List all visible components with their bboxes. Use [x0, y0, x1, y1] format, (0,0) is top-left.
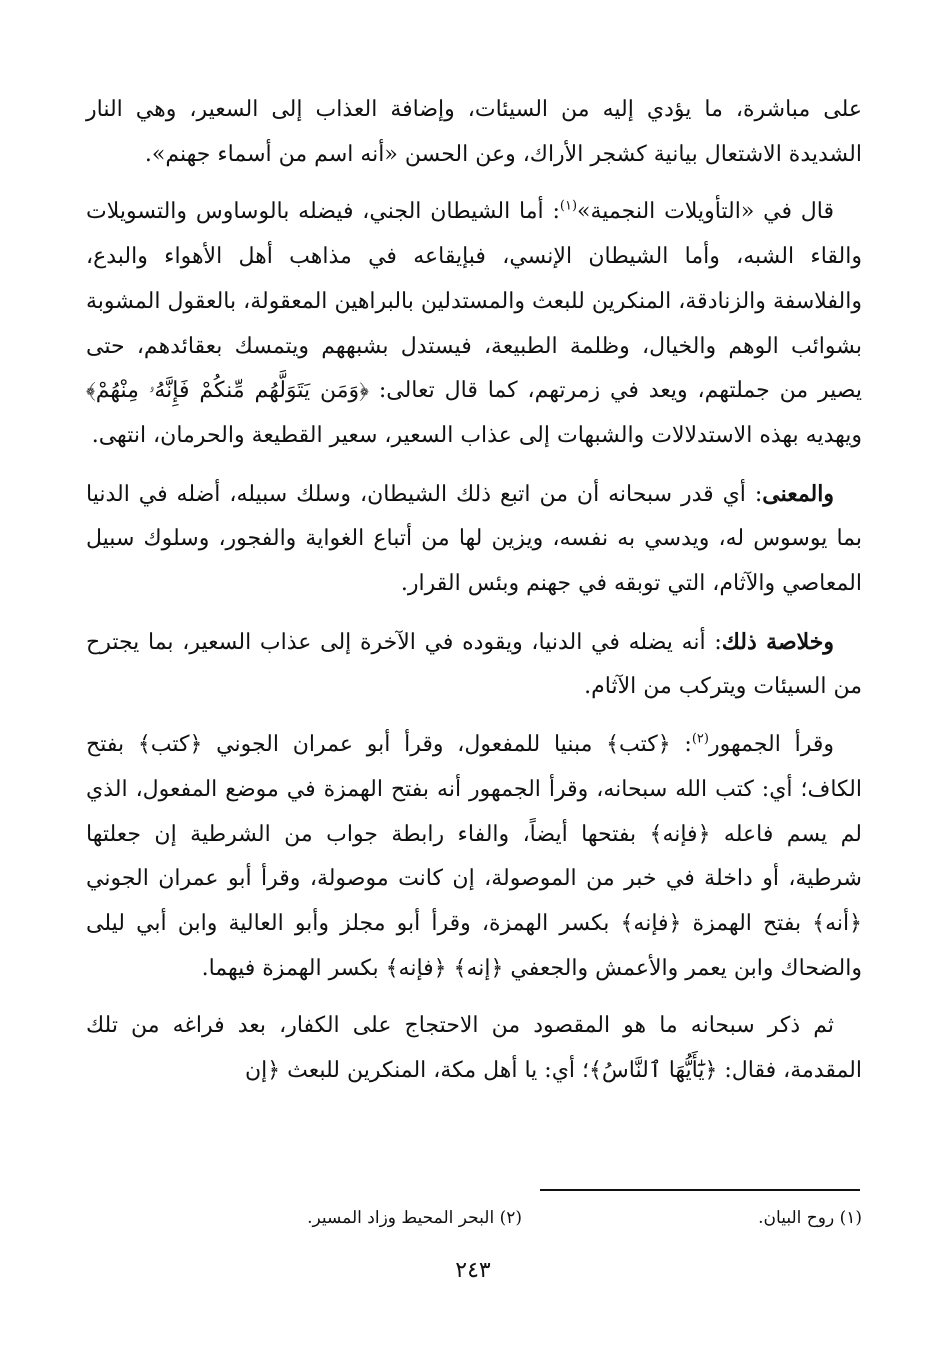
paragraph-heading: وخلاصة ذلك	[721, 628, 834, 655]
paragraph-5	[86, 723, 862, 991]
footnote-2: (٢) البحر المحيط وزاد المسير.	[307, 1208, 522, 1228]
footnote-marker-1: (١)	[559, 199, 578, 215]
paragraph-3	[86, 472, 862, 607]
main-text	[86, 88, 862, 1107]
paragraph-2	[86, 190, 862, 458]
paragraph-text: : ﴿كتب﴾ مبنيا للمفعول، وقرأ أبو عمران الجوني ﴿كتب﴾ بفتح الكاف؛ أي: كتب الله سبحانه، وقرأ الجمهور أنه بفتح الهمزة في موضع المفعول، الذي لم يسم فاعله ﴿فإنه﴾ بفتحها أيضاً، والفاء رابطة جواب من الشرطية إن جعلتها شرطية، أو داخلة في خبر من الموصولة، إن كانت موصولة، وقرأ أبو عمران الجوني ﴿أنه﴾ بفتح الهمزة ﴿فإنه﴾ بكسر الهمزة، وقرأ أبو مجلز وأبو العالية وابن أبي ليلى والضحاك وابن يعمر والأعمش والجعفي ﴿إنه﴾ ﴿فإنه﴾ بكسر الهمزة فيهما.	[86, 732, 862, 981]
footnote-marker-2: (٢)	[691, 731, 709, 747]
paragraph-text: ثم ذكر سبحانه ما هو المقصود من الاحتجاج على الكفار، بعد فراغه من تلك المقدمة، فقال: ﴿يَٰٓأَيُّهَا ٱلنَّاسُ﴾؛ أي: يا أهل مكة، المنكرين للبعث ﴿إن	[86, 1013, 862, 1084]
paragraph-heading: والمعنى	[762, 480, 834, 507]
paragraph-4	[86, 620, 862, 710]
footnote-divider	[540, 1189, 860, 1191]
paragraph-lead-text: وقرأ الجمهور	[708, 732, 834, 758]
paragraph-text: : أما الشيطان الجني، فيضله بالوساوس والتسويلات والقاء الشبه، وأما الشيطان الإنسي، فبإيقاعه في مذاهب أهل الأهواء والبدع، والفلاسفة والزنادقة، المنكرين للبعث والمستدلين بالبراهين المعقولة، بالعقول المشوبة بشوائب الوهم والخيال، وظلمة الطبيعة، فيستدل بشبههم ويتمسك بعقائدهم، حتى يصير من جملتهم، ويعد في زمرتهم، كما قال تعالى: ﴿وَمَن يَتَوَلَّهُم مِّنكُمْ فَإِنَّهُۥ مِنْهُمْ﴾ ويهديه بهذه الاستدلالات والشبهات إلى عذاب السعير، سعير القطيعة والحرمان، انتهى.	[86, 199, 862, 448]
paragraph-text: على مباشرة، ما يؤدي إليه من السيئات، وإضافة العذاب إلى السعير، وهي النار الشديدة الاشتعال بيانية كشجر الأراك، وعن الحسن «أنه اسم من أسماء جهنم».	[86, 97, 862, 167]
paragraph-1	[86, 88, 862, 177]
paragraph-lead-text: قال في «التأويلات النجمية»	[577, 199, 835, 225]
footnote-1: (١) روح البيان.	[758, 1208, 862, 1228]
paragraph-6	[86, 1004, 862, 1093]
page-number: ٢٤٣	[455, 1258, 491, 1283]
paragraph-text: : أي قدر سبحانه أن من اتبع ذلك الشيطان، وسلك سبيله، أضله في الدنيا بما يوسوس له، ويدسي به نفسه، ويزين لها من أتباع الغواية والفجور، وسلوك سبيل المعاصي والآثام، التي توبقه في جهنم وبئس القرار.	[86, 481, 862, 597]
paragraph-text: : أنه يضله في الدنيا، ويقوده في الآخرة إلى عذاب السعير، بما يجترح من السيئات ويتركب من الآثام.	[86, 629, 862, 700]
